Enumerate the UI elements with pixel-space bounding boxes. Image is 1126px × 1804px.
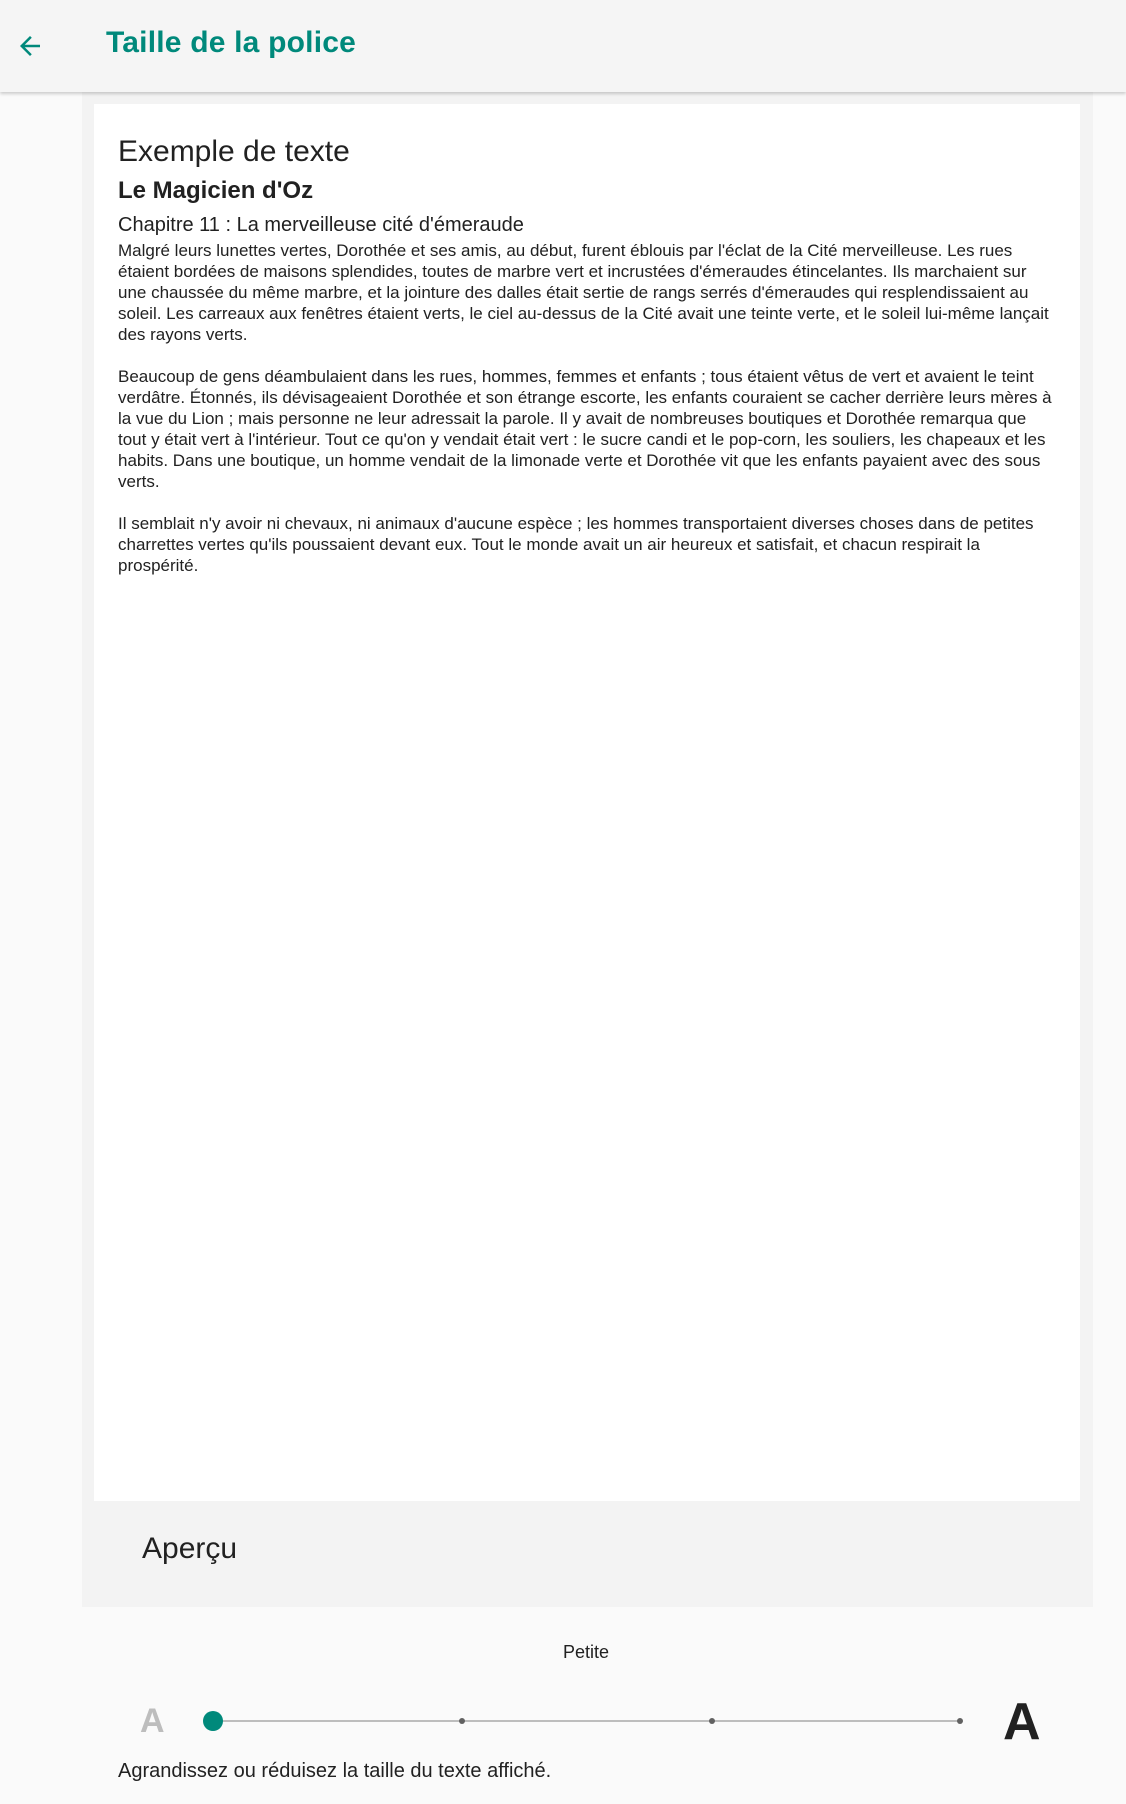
sample-paragraph: Malgré leurs lunettes vertes, Dorothée et ses amis, au début, furent éblouis par l'éclat de la Cité merveilleuse. Les rues étaient bordées de maisons splendides, toutes de marbre vert et incrustées d'émeraudes étincelantes. Ils marchaient sur une chaussée du même marbre, et la jointure des dalles était sertie de rangs serrés d'émeraudes qui resplendissaient au soleil. Les carreaux aux fenêtres étaient verts, le ciel au-dessus de la Cité avait une teinte verte, et le soleil lui-même lançait des rayons verts. — [118, 241, 1049, 344]
arrow-left-icon — [15, 31, 45, 61]
slider-tick[interactable] — [957, 1718, 963, 1724]
sample-paragraph: Beaucoup de gens déambulaient dans les rues, hommes, femmes et enfants ; tous étaient vêtus de vert et avaient le teint verdâtre. Étonnés, ils dévisageaient Dorothée et son étrange escorte, les enfants couraient se cacher derrière leurs mères à la vue du Lion ; mais personne ne leur adressait la parole. Il y avait de nombreuses boutiques et Dorothée remarqua que tout y était vert à l'intérieur. Tout ce qu'on y vendait était vert : le sucre candi et le pop-corn, les souliers, les chapeaux et les habits. Dans une boutique, un homme vendait de la limonade verte et Dorothée vit que les enfants payaient avec des sous verts. — [118, 367, 1052, 491]
back-button[interactable] — [0, 0, 60, 92]
book-title: Le Magicien d'Oz — [118, 177, 314, 204]
large-font-icon: A — [1003, 1693, 1041, 1751]
sample-heading: Exemple de texte — [118, 135, 350, 168]
sample-paragraph: Il semblait n'y avoir ni chevaux, ni animaux d'aucune espèce ; les hommes transportaient diverses choses dans de petites charrettes vertes qu'ils poussaient devant eux. Tout le monde avait un air heureux et satisfait, et chacun respirait la prospérité. — [118, 514, 1034, 575]
chapter-title: Chapitre 11 : La merveilleuse cité d'émeraude — [118, 214, 524, 236]
page-title: Taille de la police — [106, 26, 356, 59]
sample-text-card — [94, 104, 1080, 1501]
slider-tick[interactable] — [709, 1718, 715, 1724]
preview-label: Aperçu — [142, 1532, 238, 1565]
small-font-icon: A — [140, 1702, 165, 1740]
font-size-slider-thumb[interactable] — [203, 1711, 223, 1731]
slider-tick[interactable] — [459, 1718, 465, 1724]
app-bar — [0, 0, 1126, 92]
font-size-slider-track[interactable] — [212, 1720, 960, 1722]
font-size-value-label: Petite — [562, 1642, 610, 1662]
font-size-helper-text: Agrandissez ou réduisez la taille du texte affiché. — [118, 1760, 552, 1782]
